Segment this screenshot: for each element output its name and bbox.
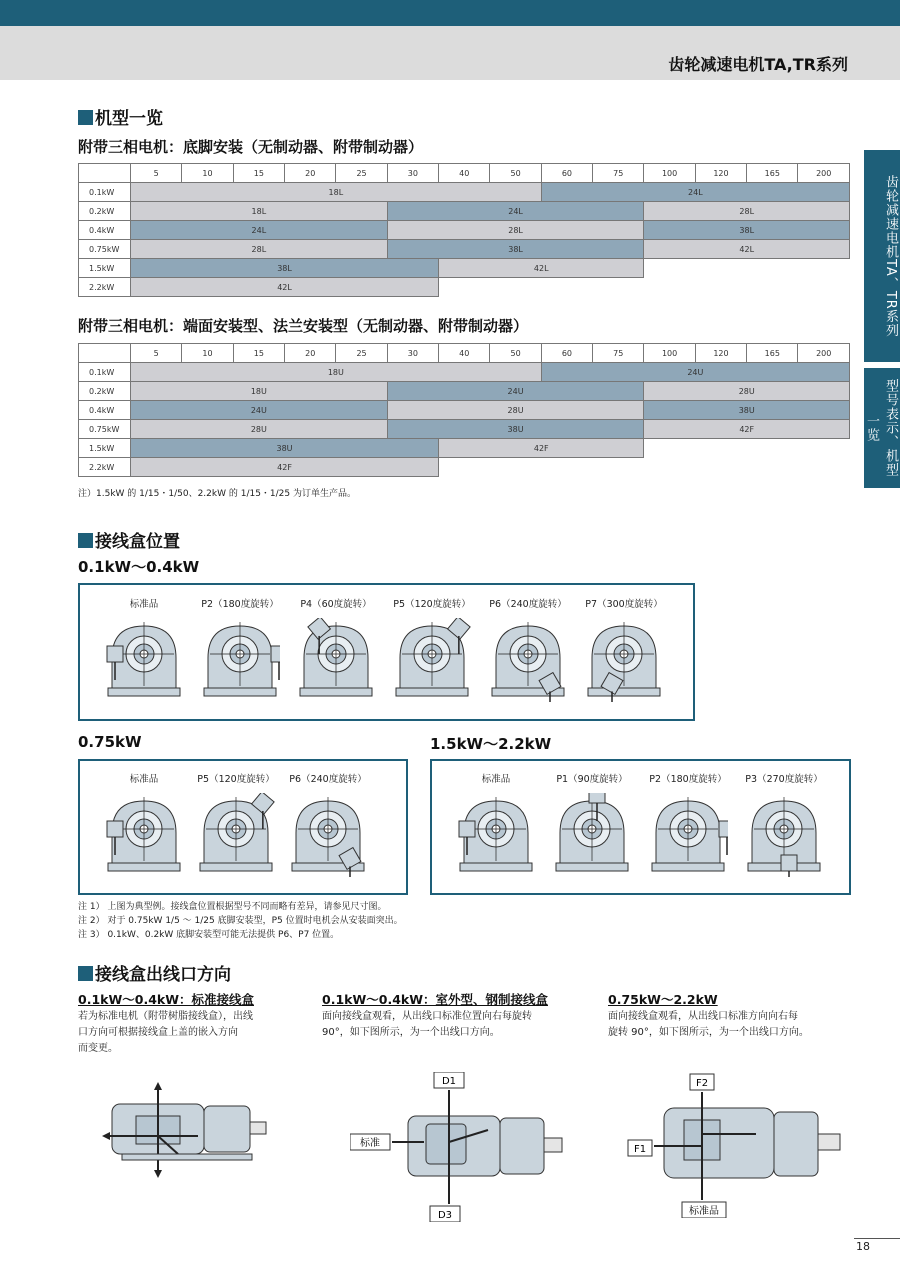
ratio-header-100: 100 (644, 164, 695, 183)
ratio-header-60: 60 (541, 344, 592, 363)
frame-size-cell: 24U (541, 363, 849, 382)
position-caption: P6（240度旋转） (289, 774, 367, 785)
table-row (79, 278, 850, 297)
table-row (79, 458, 850, 477)
position-caption: 标准品 (129, 599, 159, 610)
frame-size-cell: 38U (387, 420, 644, 439)
position-caption: P2（180度旋转） (201, 599, 279, 610)
section-title-model-list: 机型一览 (78, 104, 163, 129)
position-caption: P5（120度旋转） (197, 774, 275, 785)
power-label: 2.2kW (79, 458, 131, 477)
group3-title: 1.5kW～2.2kW (430, 735, 552, 753)
ratio-header-10: 10 (182, 164, 233, 183)
frame-size-cell: 42F (439, 439, 644, 458)
table-row (79, 363, 850, 382)
motor-side-view-standard-box (98, 1080, 268, 1180)
frame-size-cell: 28U (131, 420, 388, 439)
top-bar (0, 0, 900, 26)
col1-title: 0.1kW～0.4kW：标准接线盒 (78, 992, 254, 1007)
page-number-rule (854, 1238, 900, 1239)
power-label: 0.75kW (79, 240, 131, 259)
ratio-header-40: 40 (439, 164, 490, 183)
motor-front-icon (288, 793, 368, 880)
ratio-header-30: 30 (387, 344, 438, 363)
frame-size-cell: 42L (439, 259, 644, 278)
terminal-position-figure (104, 771, 184, 880)
table-row (79, 202, 850, 221)
ratio-header-20: 20 (285, 344, 336, 363)
label-std: 标准 (360, 1138, 380, 1149)
motor-front-icon (456, 793, 536, 880)
power-label: 2.2kW (79, 278, 131, 297)
table-row (79, 221, 850, 240)
power-label: 0.4kW (79, 221, 131, 240)
position-caption: P1（90度旋转） (556, 774, 628, 785)
ratio-header-30: 30 (387, 164, 438, 183)
position-note-1: 注 1） 上图为典型例。接线盒位置根据型号不同而略有差异，请参见尺寸图。 (78, 902, 387, 912)
square-bullet-icon (78, 966, 93, 981)
label-f2: F2 (695, 1078, 709, 1089)
terminal-position-figure (296, 596, 376, 705)
ratio-header-row (79, 164, 850, 183)
ratio-header-15: 15 (233, 344, 284, 363)
motor-front-icon (552, 793, 632, 880)
table-row (79, 439, 850, 458)
side-tab-series[interactable]: 齿轮减速电机TA、TR系列 (864, 150, 900, 362)
motor-front-icon (104, 793, 184, 880)
side-tab-model-list[interactable]: 型号表示、机型一览 (864, 368, 900, 488)
ratio-header-5: 5 (131, 164, 182, 183)
empty-cell (644, 259, 850, 278)
motor-front-icon (584, 618, 664, 705)
motor-front-icon (744, 793, 824, 880)
terminal-position-figure (488, 596, 568, 705)
label-d3: D3 (437, 1210, 453, 1221)
ratio-header-75: 75 (593, 164, 644, 183)
square-bullet-icon (78, 110, 93, 125)
ratio-header-75: 75 (593, 344, 644, 363)
ratio-header-10: 10 (182, 344, 233, 363)
ratio-header-25: 25 (336, 164, 387, 183)
position-caption: P5（120度旋转） (393, 599, 471, 610)
ratio-header-50: 50 (490, 344, 541, 363)
group1-title: 0.1kW～0.4kW (78, 558, 200, 576)
section-title-terminal-box-position: 接线盒位置 (78, 527, 180, 552)
motor-front-icon (104, 618, 184, 705)
frame-size-cell: 38L (387, 240, 644, 259)
corner-cell (79, 344, 131, 363)
frame-size-cell: 24U (131, 401, 388, 420)
empty-cell (439, 458, 850, 477)
table-row (79, 240, 850, 259)
square-bullet-icon (78, 533, 93, 548)
empty-cell (644, 439, 850, 458)
terminal-position-figure (196, 771, 276, 880)
position-caption: 标准品 (129, 774, 159, 785)
terminal-position-figure (104, 596, 184, 705)
model-table-foot-mount (78, 163, 850, 297)
terminal-position-figure (392, 596, 472, 705)
frame-size-cell: 18L (131, 202, 388, 221)
terminal-position-figure (744, 771, 824, 880)
frame-size-cell: 28U (644, 382, 850, 401)
terminal-position-figure (648, 771, 728, 880)
section-title-outlet-direction: 接线盒出线口方向 (78, 960, 231, 985)
motor-outlet-f-directions (624, 1072, 850, 1218)
frame-size-cell: 18L (131, 183, 542, 202)
terminal-position-figure (552, 771, 632, 880)
ratio-header-20: 20 (285, 164, 336, 183)
page-header-title: 齿轮减速电机TA,TR系列 (668, 55, 848, 74)
position-caption: P4（60度旋转） (300, 599, 372, 610)
label-f1: F1 (633, 1144, 647, 1155)
frame-size-cell: 42F (644, 420, 850, 439)
page-number: 18 (856, 1240, 870, 1253)
corner-cell (79, 164, 131, 183)
col3-text: 面向接线盒观看，从出线口标准方向向右每 旋转 90°，如下图所示，为一个出线口方向。 (608, 1011, 809, 1038)
position-caption: P6（240度旋转） (489, 599, 567, 610)
frame-size-cell: 42L (131, 278, 439, 297)
table1-title: 附带三相电机：底脚安装（无制动器、附带制动器） (78, 138, 424, 156)
ratio-header-200: 200 (798, 164, 850, 183)
ratio-header-5: 5 (131, 344, 182, 363)
frame-size-cell: 18U (131, 382, 388, 401)
table-row (79, 420, 850, 439)
frame-size-cell: 42L (644, 240, 850, 259)
frame-size-cell: 24L (541, 183, 849, 202)
ratio-header-100: 100 (644, 344, 695, 363)
frame-size-cell: 38U (131, 439, 439, 458)
frame-size-cell: 18U (131, 363, 542, 382)
motor-front-icon (196, 793, 276, 880)
empty-cell (439, 278, 850, 297)
position-note-2: 注 2） 对于 0.75kW 1/5 ～ 1/25 底脚安装型，P5 位置时电机会从安装面突出。 (78, 916, 403, 926)
position-caption: P2（180度旋转） (649, 774, 727, 785)
motor-front-icon (296, 618, 376, 705)
ratio-header-50: 50 (490, 164, 541, 183)
ratio-header-15: 15 (233, 164, 284, 183)
power-label: 0.75kW (79, 420, 131, 439)
table-row (79, 401, 850, 420)
frame-size-cell: 28L (644, 202, 850, 221)
ratio-header-40: 40 (439, 344, 490, 363)
ratio-header-165: 165 (747, 344, 798, 363)
col3-title: 0.75kW～2.2kW (608, 992, 718, 1007)
motor-front-icon (648, 793, 728, 880)
ratio-header-row (79, 344, 850, 363)
terminal-position-figure (200, 596, 280, 705)
ratio-header-120: 120 (695, 164, 746, 183)
col2-title: 0.1kW～0.4kW：室外型、钢制接线盒 (322, 992, 548, 1007)
position-caption: P3（270度旋转） (745, 774, 823, 785)
frame-size-cell: 42F (131, 458, 439, 477)
ratio-header-25: 25 (336, 344, 387, 363)
motor-front-icon (488, 618, 568, 705)
table-row (79, 259, 850, 278)
power-label: 0.1kW (79, 363, 131, 382)
table-row (79, 183, 850, 202)
label-std-f: 标准品 (689, 1206, 719, 1217)
frame-size-cell: 28L (131, 240, 388, 259)
group2-title: 0.75kW (78, 733, 142, 751)
position-caption: 标准品 (481, 774, 511, 785)
frame-size-cell: 38U (644, 401, 850, 420)
frame-size-cell: 24L (131, 221, 388, 240)
ratio-header-120: 120 (695, 344, 746, 363)
table-row (79, 382, 850, 401)
ratio-header-60: 60 (541, 164, 592, 183)
model-table-flange-mount (78, 343, 850, 477)
power-label: 0.2kW (79, 202, 131, 221)
terminal-position-figure (288, 771, 368, 880)
position-note-3: 注 3） 0.1kW、0.2kW 底脚安装型可能无法提供 P6、P7 位置。 (78, 930, 340, 940)
position-caption: P7（300度旋转） (585, 599, 663, 610)
frame-size-cell: 28U (387, 401, 644, 420)
table-note: 注）1.5kW 的 1/15・1/50、2.2kW 的 1/15・1/25 为订单生产品。 (78, 489, 356, 499)
power-label: 0.2kW (79, 382, 131, 401)
power-label: 0.4kW (79, 401, 131, 420)
ratio-header-165: 165 (747, 164, 798, 183)
col2-text: 面向接线盒观看，从出线口标准位置向右每旋转 90°，如下图所示，为一个出线口方向。 (322, 1011, 532, 1038)
frame-size-cell: 28L (387, 221, 644, 240)
motor-outlet-d-directions (350, 1072, 580, 1222)
frame-size-cell: 24L (387, 202, 644, 221)
power-label: 1.5kW (79, 259, 131, 278)
terminal-position-figure (456, 771, 536, 880)
label-d1: D1 (441, 1076, 457, 1087)
motor-front-icon (392, 618, 472, 705)
power-label: 1.5kW (79, 439, 131, 458)
terminal-position-figure (584, 596, 664, 705)
power-label: 0.1kW (79, 183, 131, 202)
col1-text: 若为标准电机（附带树脂接线盒），出线 口方向可根据接线盒上盖的嵌入方向 而变更。 (78, 1011, 253, 1054)
frame-size-cell: 24U (387, 382, 644, 401)
ratio-header-200: 200 (798, 344, 850, 363)
frame-size-cell: 38L (131, 259, 439, 278)
table2-title: 附带三相电机：端面安装型、法兰安装型（无制动器、附带制动器） (78, 317, 529, 335)
motor-front-icon (200, 618, 280, 705)
frame-size-cell: 38L (644, 221, 850, 240)
